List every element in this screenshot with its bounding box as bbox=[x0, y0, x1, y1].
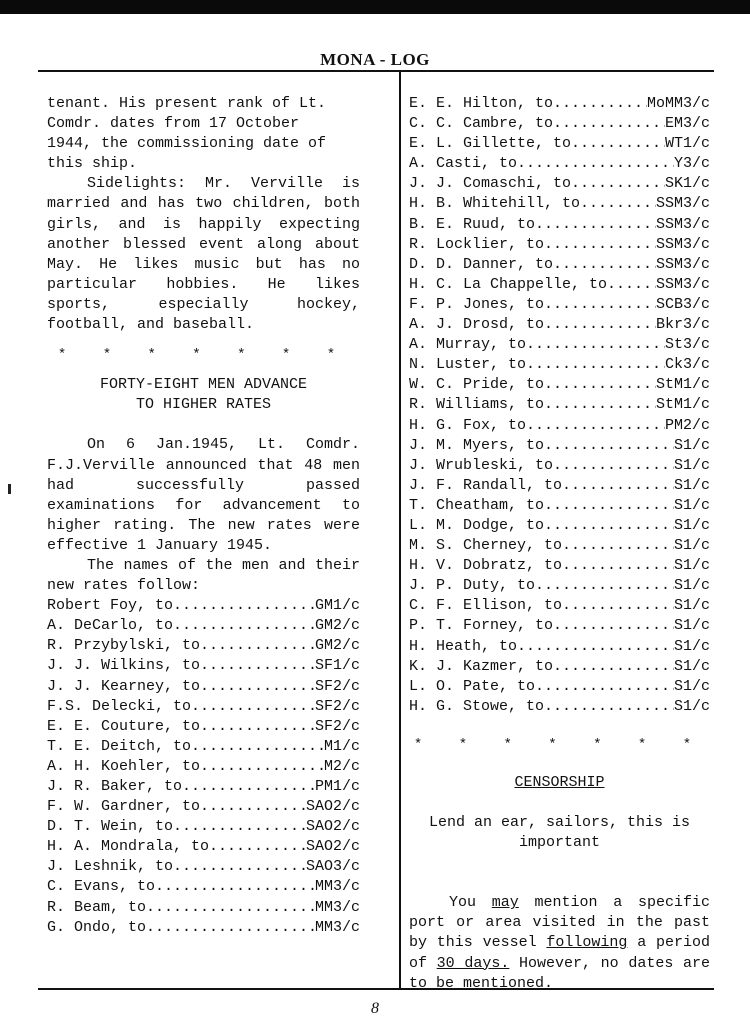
announcement-paragraph: On 6 Jan.1945, Lt. Comdr. F.J.Verville announced that 48 men had successfully passed examinations for advancement to higher rating. The new rates were effective 1 January 1945. bbox=[47, 436, 360, 554]
article-heading-line2: TO HIGHER RATES bbox=[135, 396, 272, 414]
leader-dots bbox=[544, 375, 656, 395]
new-rate: Ck3/c bbox=[664, 356, 710, 374]
leader-dots bbox=[526, 416, 665, 436]
sailor-name: H. G. Fox, to bbox=[409, 416, 527, 434]
sailor-name: A. Murray, to bbox=[409, 336, 527, 354]
leader-dots bbox=[562, 556, 674, 576]
sailor-name: H. Heath, to bbox=[409, 637, 518, 655]
sailor-name: P. T. Forney, to bbox=[409, 617, 554, 635]
rating-entry bbox=[409, 616, 710, 636]
new-rate: SAO2/c bbox=[305, 818, 360, 836]
rating-entry bbox=[409, 375, 710, 395]
sailor-name: A. H. Koehler, to bbox=[47, 757, 201, 775]
sailor-name: H. V. Dobratz, to bbox=[409, 557, 563, 575]
new-rate: S1/c bbox=[673, 516, 710, 534]
sailor-name: L. O. Pate, to bbox=[409, 677, 536, 695]
rating-entry bbox=[409, 215, 710, 235]
leader-dots bbox=[553, 94, 647, 114]
top-border bbox=[0, 0, 750, 14]
sailor-name: E. L. Gillette, to bbox=[409, 135, 572, 153]
rating-entry bbox=[47, 636, 360, 656]
leader-dots bbox=[553, 657, 674, 677]
rating-entry bbox=[409, 194, 710, 214]
new-rate: Bkr3/c bbox=[655, 316, 710, 334]
sailor-name: R. Beam, to bbox=[47, 898, 147, 916]
new-rate: StM1/c bbox=[655, 376, 710, 394]
rating-entry bbox=[409, 456, 710, 476]
intro-line: this ship. bbox=[47, 155, 138, 173]
leader-dots bbox=[173, 817, 306, 837]
rating-entry bbox=[409, 134, 710, 154]
new-rate: MoMM3/c bbox=[646, 95, 710, 112]
rating-entry bbox=[409, 416, 710, 436]
sailor-name: R. Przybylski, to bbox=[47, 637, 201, 655]
sailor-name: L. M. Dodge, to bbox=[409, 516, 545, 534]
rating-entry bbox=[47, 877, 360, 897]
sailor-name: F. W. Gardner, to bbox=[47, 798, 201, 816]
margin-mark bbox=[8, 484, 11, 494]
leader-dots bbox=[200, 677, 315, 697]
sailor-name: J. F. Randall, to bbox=[409, 476, 563, 494]
new-rate: S1/c bbox=[673, 436, 710, 454]
intro-line: Comdr. dates from 17 October bbox=[47, 115, 300, 133]
leader-dots bbox=[562, 476, 674, 496]
sailor-name: J. J. Comaschi, to bbox=[409, 175, 572, 193]
leader-dots bbox=[607, 275, 656, 295]
new-rate: M2/c bbox=[323, 757, 360, 775]
leader-dots bbox=[526, 355, 665, 375]
new-rate: M1/c bbox=[323, 737, 360, 755]
rating-entry bbox=[409, 536, 710, 556]
sailor-name: H. C. La Chappelle, to bbox=[409, 275, 608, 293]
sailor-name: J. J. Kearney, to bbox=[47, 677, 201, 695]
new-rate: S1/c bbox=[673, 537, 710, 555]
new-rate: MM3/c bbox=[314, 918, 360, 936]
sailor-name: F. P. Jones, to bbox=[409, 295, 545, 313]
sailor-name: G. Ondo, to bbox=[47, 918, 147, 936]
sailor-name: H. B. Whitehill, to bbox=[409, 195, 581, 213]
sailor-name: A. Casti, to bbox=[409, 155, 518, 173]
rating-entry bbox=[47, 697, 360, 717]
rating-entry bbox=[409, 576, 710, 596]
sailor-name: C. F. Ellison, to bbox=[409, 597, 563, 615]
new-rate: S1/c bbox=[673, 597, 710, 615]
sailor-name: D. T. Wein, to bbox=[47, 818, 174, 836]
sailor-name: C. C. Cambre, to bbox=[409, 115, 554, 133]
sailor-name: J. Wrubleski, to bbox=[409, 456, 554, 474]
leader-dots bbox=[553, 616, 674, 636]
new-rate: StM1/c bbox=[655, 396, 710, 414]
sailor-name: B. E. Ruud, to bbox=[409, 215, 536, 233]
sailor-name: K. J. Kazmer, to bbox=[409, 657, 554, 675]
new-rate: MM3/c bbox=[314, 878, 360, 896]
masthead-title: MONA - LOG bbox=[320, 50, 430, 69]
new-rate: SSM3/c bbox=[655, 275, 710, 293]
leader-dots bbox=[200, 757, 324, 777]
sailor-name: J. J. Wilkins, to bbox=[47, 657, 201, 675]
new-rate: GM1/c bbox=[314, 597, 360, 615]
leader-dots bbox=[191, 697, 315, 717]
sailor-name: R. Locklier, to bbox=[409, 235, 545, 253]
leader-dots bbox=[553, 456, 674, 476]
leader-dots bbox=[544, 315, 656, 335]
new-rate: SCB3/c bbox=[655, 295, 710, 313]
page-number: 8 bbox=[371, 1000, 379, 1017]
sailor-name: H. A. Mondrala, to bbox=[47, 838, 210, 856]
sailor-name: A. J. Drosd, to bbox=[409, 316, 545, 334]
new-rate: GM2/c bbox=[314, 637, 360, 655]
rating-entry bbox=[47, 918, 360, 938]
leader-dots bbox=[535, 215, 656, 235]
new-rate: MM3/c bbox=[314, 898, 360, 916]
leader-dots bbox=[571, 134, 665, 154]
new-rate: S1/c bbox=[673, 557, 710, 575]
rating-entry bbox=[47, 777, 360, 797]
rating-entry bbox=[409, 174, 710, 194]
rating-entry bbox=[409, 255, 710, 275]
new-rate: SF1/c bbox=[314, 657, 360, 675]
sailor-name: R. Williams, to bbox=[409, 396, 545, 414]
rating-entry bbox=[47, 757, 360, 777]
rating-entry bbox=[409, 637, 710, 657]
new-rate: S1/c bbox=[673, 637, 710, 655]
rating-entry bbox=[409, 315, 710, 335]
leader-dots bbox=[544, 436, 674, 456]
sailor-name: C. Evans, to bbox=[47, 878, 156, 896]
rating-entry bbox=[47, 737, 360, 757]
new-rate: S1/c bbox=[673, 577, 710, 595]
intro-line: tenant. His present rank of Lt. bbox=[47, 95, 327, 112]
leader-dots bbox=[562, 596, 674, 616]
new-rate: SSM3/c bbox=[655, 195, 710, 213]
rating-entry bbox=[47, 717, 360, 737]
leader-dots bbox=[544, 395, 656, 415]
rating-entry bbox=[409, 114, 710, 134]
new-rate: S1/c bbox=[673, 476, 710, 494]
leader-dots bbox=[544, 516, 674, 536]
leader-dots bbox=[535, 576, 674, 596]
new-rate: Y3/c bbox=[673, 155, 710, 173]
new-rate: GM2/c bbox=[314, 617, 360, 635]
sailor-name: H. G. Stowe, to bbox=[409, 697, 545, 715]
leader-dots bbox=[155, 877, 315, 897]
leader-dots bbox=[200, 636, 315, 656]
censorship-title: CENSORSHIP bbox=[514, 774, 605, 791]
rating-entry bbox=[47, 596, 360, 616]
rating-entry bbox=[47, 837, 360, 857]
rating-entry bbox=[409, 596, 710, 616]
rating-entry bbox=[409, 275, 710, 295]
rating-entry bbox=[409, 436, 710, 456]
new-rate: S1/c bbox=[673, 677, 710, 695]
sailor-name: T. Cheatham, to bbox=[409, 496, 545, 514]
column-divider bbox=[399, 72, 401, 990]
rating-entry bbox=[409, 677, 710, 697]
new-rate: S1/c bbox=[673, 456, 710, 474]
leader-dots bbox=[553, 114, 665, 134]
leader-dots bbox=[544, 235, 656, 255]
sailor-name: N. Luster, to bbox=[409, 356, 527, 374]
new-rate: WT1/c bbox=[664, 135, 710, 153]
sailor-name: J. Leshnik, to bbox=[47, 858, 174, 876]
rating-entry bbox=[47, 677, 360, 697]
rating-entry bbox=[409, 94, 710, 114]
leader-dots bbox=[200, 656, 315, 676]
new-rate: PM1/c bbox=[314, 778, 360, 795]
new-rate: SSM3/c bbox=[655, 215, 710, 233]
leader-dots bbox=[173, 616, 315, 636]
new-rate: S1/c bbox=[673, 657, 710, 675]
article-heading: FORTY-EIGHT MEN ADVANCE bbox=[99, 376, 308, 394]
names-intro-paragraph: The names of the men and their new rates follow: bbox=[47, 556, 360, 595]
leader-dots bbox=[517, 637, 674, 657]
leader-dots bbox=[544, 295, 656, 315]
intro-line: 1944, the commissioning date of bbox=[47, 135, 327, 153]
advancement-list-left bbox=[47, 596, 360, 938]
leader-dots bbox=[146, 918, 315, 938]
new-rate: SAO3/c bbox=[305, 858, 360, 876]
new-rate: SSM3/c bbox=[655, 255, 710, 273]
new-rate: SAO2/c bbox=[305, 798, 360, 816]
rating-entry bbox=[409, 516, 710, 536]
rating-entry bbox=[409, 556, 710, 576]
new-rate: SK1/c bbox=[664, 175, 710, 193]
leader-dots bbox=[562, 536, 674, 556]
sailor-name: E. E. Couture, to bbox=[47, 717, 201, 735]
new-rate: EM3/c bbox=[664, 115, 710, 133]
new-rate: PM2/c bbox=[664, 416, 710, 434]
leader-dots bbox=[200, 797, 306, 817]
leader-dots bbox=[173, 857, 306, 877]
rating-entry bbox=[47, 857, 360, 877]
new-rate: SSM3/c bbox=[655, 235, 710, 253]
rating-entry bbox=[47, 797, 360, 817]
sailor-name: J. M. Myers, to bbox=[409, 436, 545, 454]
sailor-name: M. S. Cherney, to bbox=[409, 537, 563, 555]
new-rate: SF2/c bbox=[314, 717, 360, 735]
sailor-name: Robert Foy, to bbox=[47, 597, 174, 615]
censorship-notice: You may mention a specific port or area visited in the past by this vessel following a period of 30 days. However, no dates are to be mentioned. bbox=[409, 894, 710, 992]
rating-entry bbox=[409, 476, 710, 496]
rating-entry bbox=[47, 898, 360, 918]
advancement-list-right bbox=[409, 94, 710, 717]
leader-dots bbox=[553, 255, 656, 275]
sailor-name: D. D. Danner, to bbox=[409, 255, 554, 273]
leader-dots bbox=[544, 697, 674, 717]
rating-entry bbox=[409, 235, 710, 255]
rating-entry bbox=[47, 656, 360, 676]
new-rate: S1/c bbox=[673, 617, 710, 635]
rating-entry bbox=[47, 817, 360, 837]
leader-dots bbox=[182, 777, 315, 797]
censorship-subtitle-line2: important bbox=[518, 834, 600, 852]
section-stars: * * * * * * * bbox=[413, 736, 706, 753]
rating-entry bbox=[409, 697, 710, 717]
leader-dots bbox=[535, 677, 674, 697]
rating-entry bbox=[409, 154, 710, 174]
right-column bbox=[409, 94, 710, 994]
leader-dots bbox=[544, 496, 674, 516]
left-column bbox=[47, 94, 360, 938]
sailor-name: E. E. Hilton, to bbox=[409, 95, 554, 112]
sailor-name: F.S. Delecki, to bbox=[47, 697, 192, 715]
new-rate: S1/c bbox=[673, 496, 710, 514]
sidelights-paragraph: Sidelights: Mr. Verville is married and has two children, both girls, and is happily expecting another blessed event along about May. He likes music but has no particular hobbies. He likes sports, especially hockey, football, and baseball. bbox=[47, 175, 360, 334]
rating-entry bbox=[409, 335, 710, 355]
censorship-subtitle: Lend an ear, sailors, this is bbox=[428, 814, 691, 832]
leader-dots bbox=[191, 737, 324, 757]
new-rate: SF2/c bbox=[314, 697, 360, 715]
leader-dots bbox=[209, 837, 306, 857]
section-stars: * * * * * * * bbox=[57, 347, 350, 364]
sailor-name: J. R. Baker, to bbox=[47, 778, 183, 795]
new-rate: S1/c bbox=[673, 697, 710, 715]
rating-entry bbox=[409, 657, 710, 677]
new-rate: St3/c bbox=[664, 336, 710, 354]
leader-dots bbox=[146, 898, 315, 918]
rating-entry bbox=[409, 295, 710, 315]
rating-entry bbox=[47, 616, 360, 636]
sailor-name: W. C. Pride, to bbox=[409, 376, 545, 394]
sailor-name: J. P. Duty, to bbox=[409, 577, 536, 595]
leader-dots bbox=[517, 154, 674, 174]
leader-dots bbox=[526, 335, 665, 355]
header-rule bbox=[38, 70, 714, 72]
leader-dots bbox=[580, 194, 656, 214]
rating-entry bbox=[409, 355, 710, 375]
leader-dots bbox=[200, 717, 315, 737]
leader-dots bbox=[571, 174, 665, 194]
new-rate: SF2/c bbox=[314, 677, 360, 695]
rating-entry bbox=[409, 496, 710, 516]
rating-entry bbox=[409, 395, 710, 415]
new-rate: SAO2/c bbox=[305, 838, 360, 856]
sailor-name: T. E. Deitch, to bbox=[47, 737, 192, 755]
leader-dots bbox=[173, 596, 315, 616]
sailor-name: A. DeCarlo, to bbox=[47, 617, 174, 635]
